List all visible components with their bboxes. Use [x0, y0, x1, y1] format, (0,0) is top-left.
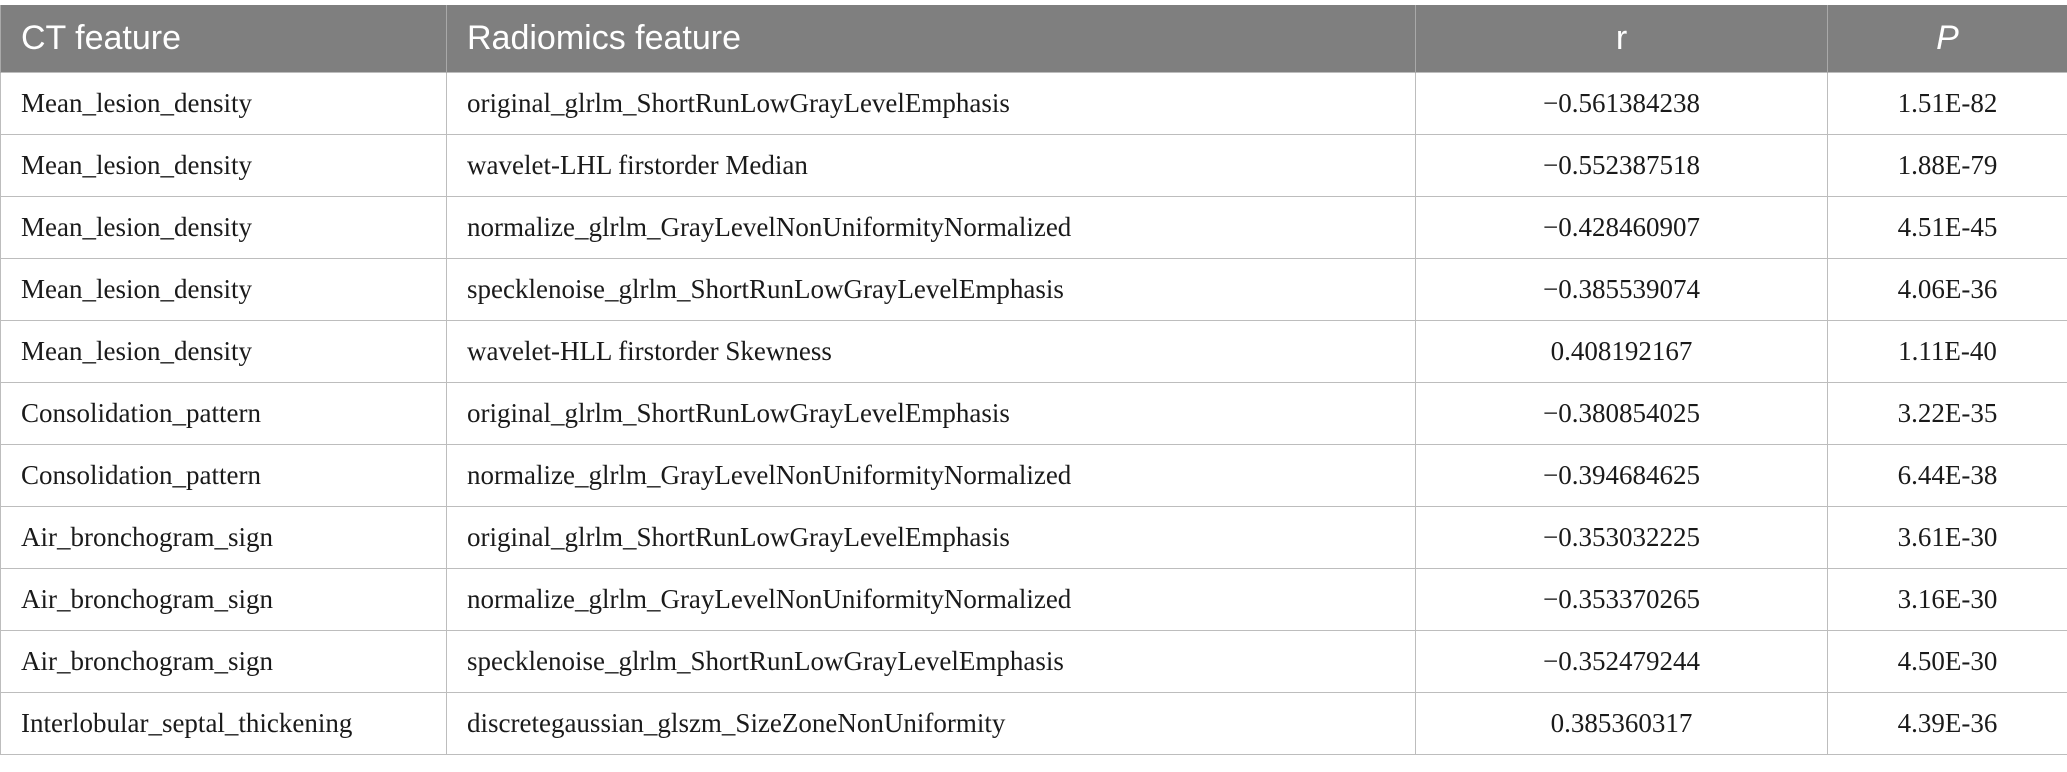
cell-ct-feature: Mean_lesion_density: [1, 197, 447, 259]
cell-ct-feature: Mean_lesion_density: [1, 259, 447, 321]
cell-r-value: −0.380854025: [1416, 383, 1828, 445]
cell-r-value: −0.428460907: [1416, 197, 1828, 259]
cell-r-value: 0.408192167: [1416, 321, 1828, 383]
cell-r-value: 0.385360317: [1416, 693, 1828, 755]
header-p: P: [1828, 5, 2067, 73]
cell-r-value: −0.552387518: [1416, 135, 1828, 197]
cell-ct-feature: Interlobular_septal_thickening: [1, 693, 447, 755]
table-row: [1, 631, 2067, 693]
cell-ct-feature: Mean_lesion_density: [1, 321, 447, 383]
cell-p-value: 3.22E-35: [1828, 383, 2067, 445]
cell-p-value: 4.50E-30: [1828, 631, 2067, 693]
table-row: [1, 445, 2067, 507]
cell-p-value: 3.16E-30: [1828, 569, 2067, 631]
table-header: [1, 5, 2067, 73]
cell-r-value: −0.394684625: [1416, 445, 1828, 507]
cell-ct-feature: Consolidation_pattern: [1, 445, 447, 507]
header-row: [1, 5, 2067, 73]
cell-p-value: 6.44E-38: [1828, 445, 2067, 507]
cell-radiomics-feature: original_glrlm_ShortRunLowGrayLevelEmphasis: [447, 507, 1416, 569]
cell-p-value: 4.06E-36: [1828, 259, 2067, 321]
cell-radiomics-feature: wavelet-HLL firstorder Skewness: [447, 321, 1416, 383]
cell-radiomics-feature: specklenoise_glrlm_ShortRunLowGrayLevelEmphasis: [447, 631, 1416, 693]
table-body: [1, 73, 2067, 755]
header-ct-feature: CT feature: [1, 5, 447, 73]
cell-radiomics-feature: normalize_glrlm_GrayLevelNonUniformityNormalized: [447, 197, 1416, 259]
cell-ct-feature: Air_bronchogram_sign: [1, 507, 447, 569]
cell-radiomics-feature: wavelet-LHL firstorder Median: [447, 135, 1416, 197]
cell-ct-feature: Mean_lesion_density: [1, 73, 447, 135]
cell-ct-feature: Air_bronchogram_sign: [1, 631, 447, 693]
cell-r-value: −0.385539074: [1416, 259, 1828, 321]
table-row: [1, 693, 2067, 755]
cell-radiomics-feature: discretegaussian_glszm_SizeZoneNonUniformity: [447, 693, 1416, 755]
cell-p-value: 1.88E-79: [1828, 135, 2067, 197]
table-row: [1, 197, 2067, 259]
cell-p-value: 4.51E-45: [1828, 197, 2067, 259]
header-r: r: [1416, 5, 1828, 73]
table-row: [1, 507, 2067, 569]
cell-radiomics-feature: original_glrlm_ShortRunLowGrayLevelEmphasis: [447, 73, 1416, 135]
table-row: [1, 569, 2067, 631]
cell-r-value: −0.561384238: [1416, 73, 1828, 135]
cell-ct-feature: Air_bronchogram_sign: [1, 569, 447, 631]
cell-radiomics-feature: original_glrlm_ShortRunLowGrayLevelEmphasis: [447, 383, 1416, 445]
correlation-table: [0, 5, 2067, 755]
cell-p-value: 1.51E-82: [1828, 73, 2067, 135]
cell-radiomics-feature: specklenoise_glrlm_ShortRunLowGrayLevelEmphasis: [447, 259, 1416, 321]
cell-r-value: −0.352479244: [1416, 631, 1828, 693]
cell-p-value: 3.61E-30: [1828, 507, 2067, 569]
cell-radiomics-feature: normalize_glrlm_GrayLevelNonUniformityNormalized: [447, 445, 1416, 507]
cell-ct-feature: Consolidation_pattern: [1, 383, 447, 445]
cell-ct-feature: Mean_lesion_density: [1, 135, 447, 197]
cell-r-value: −0.353032225: [1416, 507, 1828, 569]
cell-radiomics-feature: normalize_glrlm_GrayLevelNonUniformityNormalized: [447, 569, 1416, 631]
table-row: [1, 73, 2067, 135]
table-row: [1, 135, 2067, 197]
table-row: [1, 383, 2067, 445]
table-row: [1, 321, 2067, 383]
header-radiomics-feature: Radiomics feature: [447, 5, 1416, 73]
cell-r-value: −0.353370265: [1416, 569, 1828, 631]
table-row: [1, 259, 2067, 321]
cell-p-value: 4.39E-36: [1828, 693, 2067, 755]
cell-p-value: 1.11E-40: [1828, 321, 2067, 383]
